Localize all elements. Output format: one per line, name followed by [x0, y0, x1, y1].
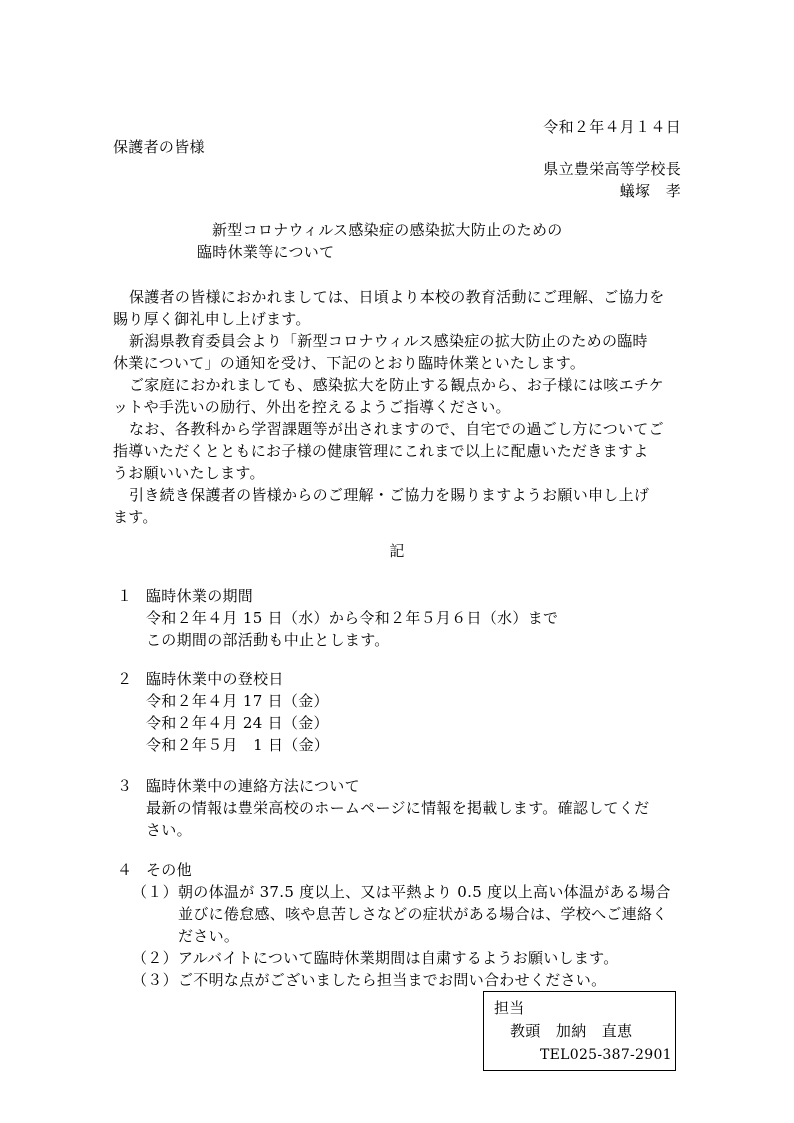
item-line: 並びに倦怠感、咳や息苦しさなどの症状がある場合は、学校へご連絡く	[178, 905, 668, 923]
document-date: 令和２年４月１４日	[543, 118, 681, 136]
item-marker: （２）	[132, 949, 178, 967]
title-line-1: 新型コロナウィルス感染症の感染拡大防止のための	[212, 221, 563, 239]
section-line: 令和２年４月 24 日（金）	[146, 714, 329, 732]
body-line: ットや手洗いの励行、外出を控えるようご指導ください。	[113, 398, 511, 416]
recipient: 保護者の皆様	[113, 138, 205, 156]
body-line: 休業について」の通知を受け、下記のとおり臨時休業といたします。	[113, 354, 586, 372]
section-line: 最新の情報は豊栄高校のホームページに情報を掲載します。確認してくだ	[146, 799, 650, 817]
item-line: ださい。	[178, 927, 240, 945]
title-line-2: 臨時休業等について	[197, 243, 335, 261]
contact-person: 教頭 加納 直恵	[510, 1022, 633, 1040]
section-number: １	[117, 587, 133, 605]
section-heading: その他	[146, 861, 192, 879]
item-marker: （３）	[132, 971, 178, 989]
section-line: 令和２年４月 15 日（水）から令和２年５月６日（水）まで	[146, 609, 559, 627]
contact-label: 担当	[494, 999, 525, 1017]
section-number: ２	[117, 670, 133, 688]
item-line: 朝の体温が 37.5 度以上、又は平熱より 0.5 度以上高い体温がある場合	[178, 883, 671, 901]
section-heading: 臨時休業の期間	[146, 587, 254, 605]
section-line: さい。	[146, 821, 192, 839]
section-line: 令和２年５月 1 日（金）	[146, 736, 330, 754]
contact-tel: TEL025-387-2901	[540, 1047, 672, 1063]
section-line: 令和２年４月 17 日（金）	[146, 692, 329, 710]
section-number: ３	[117, 777, 133, 795]
body-line: ます。	[113, 508, 158, 526]
sender-title: 県立豊栄高等学校長	[543, 160, 681, 178]
ki-heading: 記	[389, 542, 405, 560]
body-line: ご家庭におかれましても、感染拡大を防止する観点から、お子様には咳エチケ	[129, 376, 664, 394]
body-line: 新潟県教育委員会より「新型コロナウィルス感染症の拡大防止のための臨時	[129, 332, 648, 350]
item-marker: （１）	[132, 883, 178, 901]
body-line: 賜り厚く御礼申し上げます。	[113, 310, 311, 328]
contact-box	[483, 991, 676, 1071]
section-number: ４	[117, 861, 133, 879]
body-line: なお、各教科から学習課題等が出されますので、自宅での過ごし方についてご	[129, 420, 664, 438]
section-heading: 臨時休業中の登校日	[146, 670, 284, 688]
section-heading: 臨時休業中の連絡方法について	[146, 777, 360, 795]
section-line: この期間の部活動も中止とします。	[146, 631, 390, 649]
sender-name: 蟻塚 孝	[619, 182, 681, 200]
body-line: 指導いただくとともにお子様の健康管理にこれまで以上に配慮いただきますよ	[113, 442, 649, 460]
body-line: うお願いいたします。	[113, 464, 265, 482]
item-line: ご不明な点がございましたら担当までお問い合わせください。	[178, 971, 607, 989]
item-line: アルバイトについて臨時休業期間は自粛するようお願いします。	[178, 949, 619, 967]
body-line: 保護者の皆様におかれましては、日頃より本校の教育活動にご理解、ご協力を	[129, 288, 665, 306]
body-line: 引き続き保護者の皆様からのご理解・ご協力を賜りますようお願い申し上げ	[129, 486, 650, 504]
